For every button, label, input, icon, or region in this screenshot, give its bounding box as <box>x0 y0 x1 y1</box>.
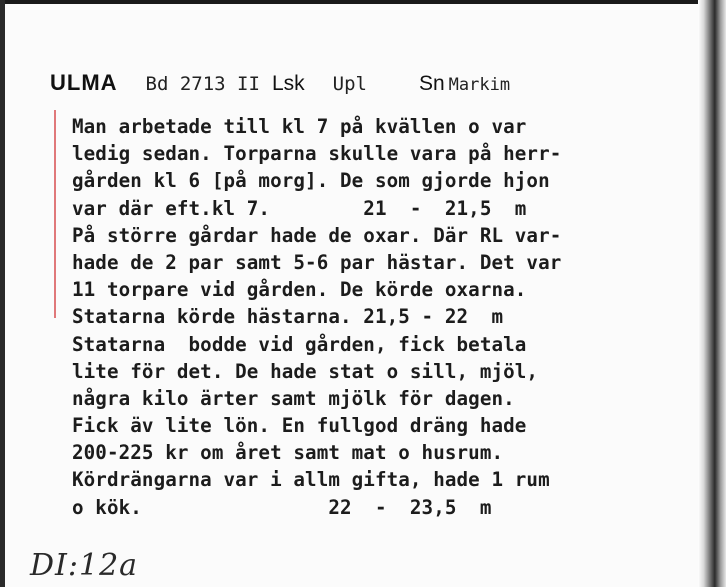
scan-edge-top <box>0 0 726 4</box>
text-line: lite för det. De hade stat o sill, mjöl, <box>72 359 539 383</box>
text-line: o kök. 22 - 23,5 m <box>72 495 492 519</box>
text-line: gården kl 6 [på morg]. De som gjorde hjon <box>72 169 550 193</box>
text-line: Statarna bodde vid gården, fick betala <box>72 332 527 356</box>
text-line: Fick äv lite lön. En fullgod dräng hade <box>72 414 527 438</box>
text-line: 200-225 kr om året samt mat o husrum. <box>72 441 504 465</box>
handwritten-note: DI:12a <box>30 548 139 583</box>
text-line: hade de 2 par samt 5-6 par hästar. Det var <box>72 250 562 274</box>
margin-line <box>54 110 56 318</box>
parish-name: Markim <box>448 75 511 95</box>
scan-edge-left <box>0 0 5 587</box>
card-body-text <box>72 113 672 521</box>
text-line: Statarna körde hästarna. 21,5 - 22 m <box>72 305 504 329</box>
region: Upl <box>332 73 367 95</box>
text-line: Man arbetade till kl 7 på kvällen o var <box>72 115 527 138</box>
text-line: 11 torpare vid gården. De körde oxarna. <box>72 278 527 302</box>
text-line: På större gårdar hade de oxar. Där RL var- <box>72 223 562 247</box>
card-header <box>50 70 690 102</box>
text-line: ledig sedan. Torparna skulle vara på herr- <box>72 142 562 166</box>
text-line: Kördrängarna var i allm gifta, hade 1 rum <box>72 468 550 492</box>
record-number: Bd 2713 II <box>145 73 260 95</box>
parish-prefix: Sn <box>418 72 445 95</box>
text-line: några kilo ärter samt mjölk för dagen. <box>72 386 515 410</box>
record-type: Lsk <box>271 72 305 95</box>
text-line: var där eft.kl 7. 21 - 21,5 m <box>72 196 527 220</box>
scan-edge-right <box>698 0 726 587</box>
archive-code: ULMA <box>50 70 118 95</box>
